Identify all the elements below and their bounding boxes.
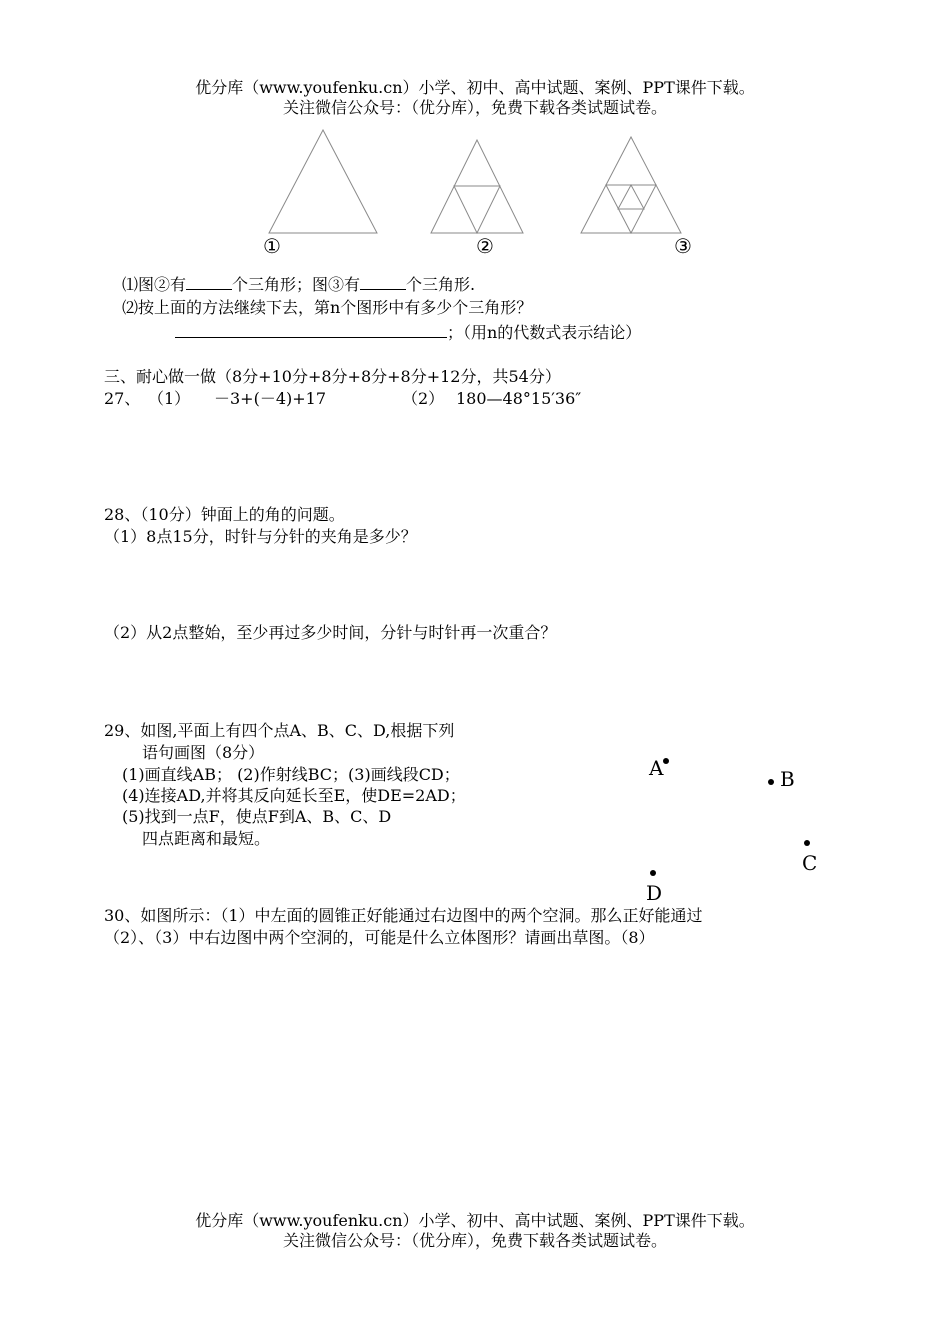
q29-line-6: 四点距离和最短。: [142, 829, 271, 848]
triangle-figure-3: [581, 137, 681, 233]
point-b-dot: [768, 779, 774, 785]
q29-line-1: 29、如图,平面上有四个点A、B、C、D,根据下列: [104, 721, 455, 740]
q28-part1: （1）8点15分，时针与分针的夹角是多少？: [104, 527, 417, 546]
answer-blank-3[interactable]: [175, 322, 447, 338]
q26-part2: ⑵按上面的方法继续下去，第n个图形中有多少个三角形？: [122, 298, 533, 317]
q26-part1-a: ⑴图②有: [122, 275, 187, 294]
q29-line-4: (4)连接AD,并将其反向延长至E，使DE=2AD；: [122, 786, 466, 805]
q27-part2-expression: 180—48°15′36″: [456, 389, 582, 408]
figure-label-3: ③: [674, 236, 692, 258]
point-c-dot: [804, 840, 810, 846]
q28-part2: （2）从2点整始，至少再过多少时间，分针与时针再一次重合？: [104, 623, 557, 642]
point-d-dot: [650, 870, 656, 876]
q29-line-3: (1)画直线AB； (2)作射线BC；(3)画线段CD；: [122, 765, 460, 784]
point-label-a: A: [649, 756, 664, 780]
q26-part1: [122, 274, 475, 295]
figure-label-1: ①: [263, 236, 281, 258]
footer-line-1: 优分库（www.youfenku.cn）小学、初中、高中试题、案例、PPT课件下载。: [195, 1211, 755, 1230]
q26-part3: [175, 322, 641, 343]
header-line-2: 关注微信公众号：（优分库），免费下载各类试题试卷。: [282, 98, 667, 117]
footer-line-2: 关注微信公众号：（优分库），免费下载各类试题试卷。: [282, 1231, 667, 1250]
q29-line-2: 语句画图（8分）: [142, 743, 265, 762]
header-line-1: 优分库（www.youfenku.cn）小学、初中、高中试题、案例、PPT课件下载。: [195, 78, 755, 97]
section-3-title: 三、耐心做一做（8分+10分+8分+8分+8分+12分，共54分）: [104, 367, 561, 386]
answer-blank-2[interactable]: [360, 274, 406, 290]
q28-title: 28、（10分）钟面上的角的问题。: [104, 505, 345, 524]
triangle-figure-1: [269, 130, 377, 233]
q27-part1-expression: －3+(－4)+17: [214, 389, 327, 408]
q27-number: 27、: [104, 389, 141, 408]
q30-line-1: 30、如图所示：（1）中左面的圆锥正好能通过右边图中的两个空洞。那么正好能通过: [104, 906, 703, 925]
point-label-c: C: [802, 851, 818, 875]
q27-part1-label: （1）: [148, 389, 191, 408]
point-label-d: D: [646, 881, 663, 905]
q29-line-5: (5)找到一点F，使点F到A、B、C、D: [122, 807, 392, 826]
figure-label-2: ②: [476, 236, 494, 258]
q27-part2-label: （2）: [402, 389, 445, 408]
triangle-figure-2: [431, 140, 523, 233]
q30-line-2: （2）、（3）中右边图中两个空洞的，可能是什么立体图形？请画出草图。（8）: [104, 928, 655, 947]
q26-part3-text: ；（用n的代数式表示结论）: [447, 323, 642, 342]
point-label-b: B: [780, 767, 795, 791]
q26-part1-b: 个三角形；图③有: [232, 275, 361, 294]
q26-part1-c: 个三角形.: [406, 275, 476, 294]
answer-blank-1[interactable]: [186, 274, 232, 290]
point-a-dot: [663, 758, 669, 764]
